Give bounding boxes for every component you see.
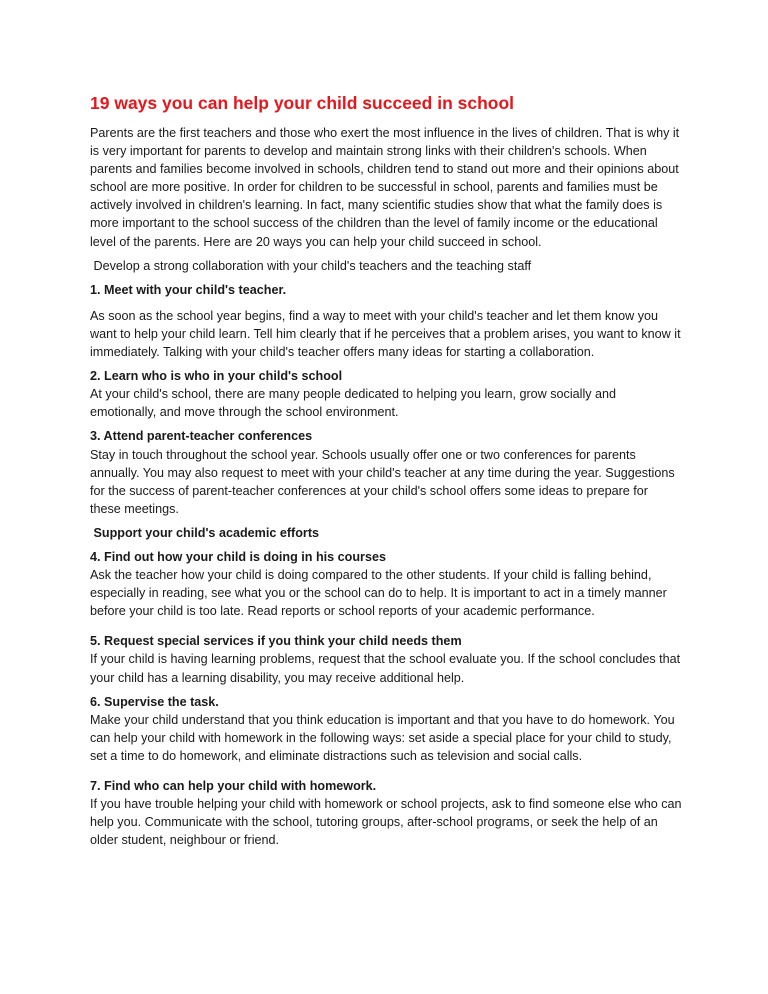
section-heading-text: Support your child's academic efforts [93,525,320,540]
item-body: If you have trouble helping your child with homework or school projects, ask to find someone else who can help you. Communicate with the school, tutoring groups, after-school programs, or seek the help of an older student, neighbour or friend. [90,797,682,848]
section-heading-text: Develop a strong collaboration with your child's teachers and the teaching staff [93,258,532,273]
item-title: 4. Find out how your child is doing in his courses [90,549,386,564]
list-item [90,427,682,517]
list-item [90,693,682,765]
item-body: As soon as the school year begins, find a way to meet with your child's teacher and let them know you want to help your child learn. Tell him clearly that if he perceives that a problem arises, you want to know it immediately. Talking with your child's teacher offers many ideas for starting a collaboration. [90,308,681,360]
item-body: Stay in touch throughout the school year. Schools usually offer one or two conferences for parents annually. You may also request to meet with your child's teacher at any time during the year. Suggestions for the success of parent-teacher conferences at your child's school offers some ideas to prepare for these meetings. [90,447,675,516]
item-title: 7. Find who can help your child with homework. [90,779,377,793]
section-heading-academic [90,524,682,542]
intro-paragraph: Parents are the first teachers and those who exert the most influence in the lives of children. That is why it is very important for parents to develop and maintain strong links with their children's schools. When parents and families become involved in schools, children tend to stand out more and their opinions about school are more positive. In order for children to be successful in school, parents and families must be actively involved in children's learning. In fact, many scientific studies show that what the family does is more important to the school success of the children than the level of family income or the educational level of the parents. Here are 20 ways you can help your child succeed in school. [90,126,680,249]
item-title: 6. Supervise the task. [90,694,219,709]
item-body: If your child is having learning problems, request that the school evaluate you. If the school concludes that your child has a learning disability, you may receive additional help. [90,652,681,685]
item-body: Ask the teacher how your child is doing compared to the other students. If your child is falling behind, especially in reading, see what you or the school can do to help. It is important to act in a timely manner before your child is too late. Read reports or school reports of your academic performance. [90,568,667,619]
item-title: 2. Learn who is who in your child's school [90,369,343,384]
item-body: Make your child understand that you think education is important and that you have to do homework. You can help your child with homework in the following ways: set aside a special place for your child to study, set a time to do homework, and eliminate distractions such as television and social calls. [90,712,675,763]
document-title: 19 ways you can help your child succeed in school [90,93,515,113]
list-item [90,632,682,686]
item-title: 5. Request special services if you think your child needs them [90,634,462,649]
section-heading-collaboration [90,257,682,275]
list-item [90,281,682,299]
list-item [90,548,682,620]
list-item [90,777,682,849]
item-body: At your child's school, there are many people dedicated to helping you learn, grow socially and emotionally, and move through the school environment. [90,387,617,420]
item-title: 3. Attend parent-teacher conferences [90,429,313,444]
list-item [90,367,682,421]
item-title: 1. Meet with your child's teacher. [90,282,287,297]
